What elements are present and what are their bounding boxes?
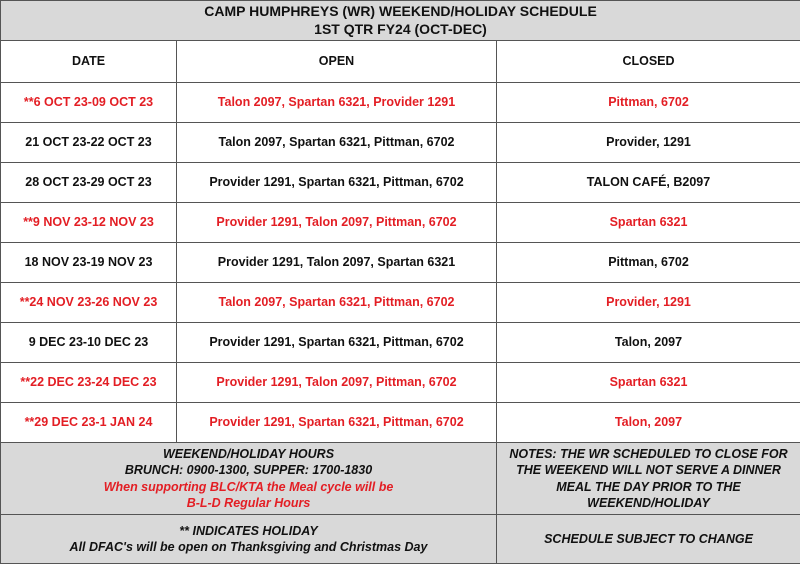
column-header-open: OPEN xyxy=(177,41,497,83)
closure-notes xyxy=(497,443,800,515)
table-row xyxy=(1,283,800,323)
title-row xyxy=(1,1,800,41)
schedule-subject-to-change: SCHEDULE SUBJECT TO CHANGE xyxy=(497,515,800,564)
row-closed: TALON CAFÉ, B2097 xyxy=(497,163,800,203)
schedule-title xyxy=(1,1,800,41)
row-date: **9 NOV 23-12 NOV 23 xyxy=(1,203,177,243)
row-open: Provider 1291, Spartan 6321, Pittman, 6702 xyxy=(177,403,497,443)
row-open: Talon 2097, Spartan 6321, Provider 1291 xyxy=(177,83,497,123)
row-closed: Pittman, 6702 xyxy=(497,243,800,283)
holiday-note-line-2: All DFAC's will be open on Thanksgiving and Christmas Day xyxy=(5,539,492,555)
table-row xyxy=(1,203,800,243)
column-header-row xyxy=(1,41,800,83)
table-row xyxy=(1,163,800,203)
row-closed: Pittman, 6702 xyxy=(497,83,800,123)
table-row xyxy=(1,323,800,363)
row-date: **22 DEC 23-24 DEC 23 xyxy=(1,363,177,403)
row-open: Talon 2097, Spartan 6321, Pittman, 6702 xyxy=(177,283,497,323)
hours-heading: WEEKEND/HOLIDAY HOURS xyxy=(5,446,492,462)
hours-note-line-2: B-L-D Regular Hours xyxy=(5,495,492,511)
table-row xyxy=(1,123,800,163)
row-open: Provider 1291, Talon 2097, Pittman, 6702 xyxy=(177,203,497,243)
hours-times: BRUNCH: 0900-1300, SUPPER: 1700-1830 xyxy=(5,462,492,478)
row-date: 21 OCT 23-22 OCT 23 xyxy=(1,123,177,163)
row-closed: Spartan 6321 xyxy=(497,363,800,403)
row-open: Provider 1291, Talon 2097, Pittman, 6702 xyxy=(177,363,497,403)
row-open: Provider 1291, Spartan 6321, Pittman, 6702 xyxy=(177,163,497,203)
row-open: Provider 1291, Talon 2097, Spartan 6321 xyxy=(177,243,497,283)
row-closed: Talon, 2097 xyxy=(497,323,800,363)
holiday-note-row xyxy=(1,515,800,564)
row-closed: Talon, 2097 xyxy=(497,403,800,443)
row-date: 18 NOV 23-19 NOV 23 xyxy=(1,243,177,283)
title-line-2: 1ST QTR FY24 (OCT-DEC) xyxy=(5,21,796,39)
notes-line-3: MEAL THE DAY PRIOR TO THE xyxy=(501,479,796,495)
notes-line-1: NOTES: THE WR SCHEDULED TO CLOSE FOR xyxy=(501,446,796,462)
row-closed: Provider, 1291 xyxy=(497,283,800,323)
table-row xyxy=(1,403,800,443)
row-date: **6 OCT 23-09 OCT 23 xyxy=(1,83,177,123)
row-closed: Provider, 1291 xyxy=(497,123,800,163)
hours-notes-row xyxy=(1,443,800,515)
column-header-closed: CLOSED xyxy=(497,41,800,83)
row-date: **24 NOV 23-26 NOV 23 xyxy=(1,283,177,323)
holiday-legend xyxy=(1,515,497,564)
notes-line-2: THE WEEKEND WILL NOT SERVE A DINNER xyxy=(501,462,796,478)
column-header-date: DATE xyxy=(1,41,177,83)
holiday-note-line-1: ** INDICATES HOLIDAY xyxy=(5,523,492,539)
table-row xyxy=(1,363,800,403)
row-date: 9 DEC 23-10 DEC 23 xyxy=(1,323,177,363)
row-date: **29 DEC 23-1 JAN 24 xyxy=(1,403,177,443)
hours-note-line-1: When supporting BLC/KTA the Meal cycle will be xyxy=(5,479,492,495)
weekend-holiday-hours xyxy=(1,443,497,515)
row-open: Provider 1291, Spartan 6321, Pittman, 6702 xyxy=(177,323,497,363)
title-line-1: CAMP HUMPHREYS (WR) WEEKEND/HOLIDAY SCHEDULE xyxy=(5,3,796,21)
row-closed: Spartan 6321 xyxy=(497,203,800,243)
row-date: 28 OCT 23-29 OCT 23 xyxy=(1,163,177,203)
notes-line-4: WEEKEND/HOLIDAY xyxy=(501,495,796,511)
row-open: Talon 2097, Spartan 6321, Pittman, 6702 xyxy=(177,123,497,163)
table-row xyxy=(1,83,800,123)
table-row xyxy=(1,243,800,283)
